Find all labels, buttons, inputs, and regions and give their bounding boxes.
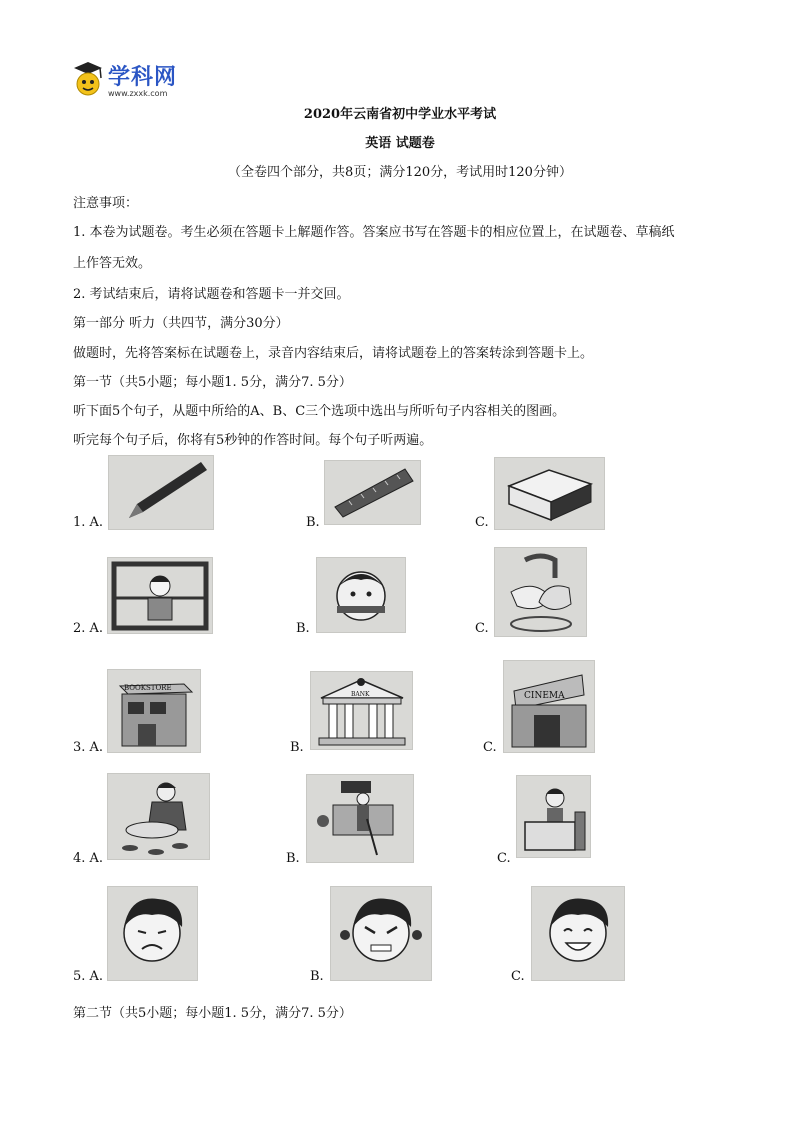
q5-option-b-image[interactable] bbox=[330, 886, 432, 981]
q1-option-c-label: C. bbox=[475, 515, 489, 530]
bookstore-icon bbox=[108, 670, 200, 752]
washing-clothes-icon bbox=[108, 774, 209, 859]
q5-option-c-label: C. bbox=[511, 969, 525, 984]
ruler-icon bbox=[325, 461, 420, 524]
bank-icon bbox=[311, 672, 412, 749]
q5-option-a-label: 5. A. bbox=[73, 969, 104, 984]
q2-option-b-label: B. bbox=[296, 621, 310, 636]
q3-option-a-label: 3. A. bbox=[73, 740, 104, 755]
q1-option-c-image[interactable] bbox=[494, 457, 605, 530]
eraser-icon bbox=[495, 458, 604, 529]
q5-option-b-label: B. bbox=[310, 969, 324, 984]
cinema-icon bbox=[504, 661, 594, 752]
q5-option-a-image[interactable] bbox=[107, 886, 198, 981]
logo-url: www.zxxk.com bbox=[108, 89, 168, 98]
q2-option-a-image[interactable] bbox=[107, 557, 213, 634]
bookstore-sign: BOOKSTORE bbox=[124, 684, 172, 692]
q3-option-c-label: C. bbox=[483, 740, 497, 755]
part1-heading: 第一部分 听力（共四节，满分30分） bbox=[73, 316, 289, 331]
q1-option-b-label: B. bbox=[306, 515, 320, 530]
q4-option-b-label: B. bbox=[286, 851, 300, 866]
q4-option-b-image[interactable] bbox=[306, 774, 414, 863]
notes-heading: 注意事项： bbox=[73, 196, 139, 211]
q2-option-a-label: 2. A. bbox=[73, 621, 104, 636]
q4-option-a-label: 4. A. bbox=[73, 851, 104, 866]
pen-icon bbox=[109, 456, 213, 529]
q1-option-b-image[interactable] bbox=[324, 460, 421, 525]
doing-homework-icon bbox=[517, 776, 590, 857]
q3-option-a-image[interactable] bbox=[107, 669, 201, 753]
brushing-teeth-icon bbox=[317, 558, 405, 632]
q3-option-b-label: B. bbox=[290, 740, 304, 755]
q1-option-a-label: 1. A. bbox=[73, 515, 104, 530]
notes-item-1-cont: 上作答无效。 bbox=[73, 256, 152, 271]
window-boy-icon bbox=[108, 558, 212, 633]
washing-hands-icon bbox=[495, 548, 586, 636]
q3-option-b-image[interactable] bbox=[310, 671, 413, 750]
q1-option-a-image[interactable] bbox=[108, 455, 214, 530]
notes-item-1: 1. 本卷为试题卷。考生必须在答题卡上解题作答。答案应书写在答题卡的相应位置上，在试题卷、草稿纸 bbox=[73, 225, 675, 240]
exam-subtitle: 英语 试题卷 bbox=[365, 136, 435, 151]
section1-instruction-2: 听完每个句子后，你将有5秒钟的作答时间。每个句子听两遍。 bbox=[73, 433, 433, 448]
happy-face-icon bbox=[532, 887, 624, 980]
section1-heading: 第一节（共5小题；每小题1. 5分，满分7. 5分） bbox=[73, 375, 352, 390]
sweeping-floor-icon bbox=[307, 775, 413, 862]
bank-sign: BANK bbox=[351, 691, 370, 698]
q2-option-c-label: C. bbox=[475, 621, 489, 636]
section1-instruction-1: 听下面5个句子，从题中所给的A、B、C三个选项中选出与所听句子内容相关的图画。 bbox=[73, 404, 566, 419]
site-logo bbox=[70, 58, 210, 104]
q4-option-c-label: C. bbox=[497, 851, 511, 866]
q5-option-c-image[interactable] bbox=[531, 886, 625, 981]
q2-option-b-image[interactable] bbox=[316, 557, 406, 633]
q4-option-c-image[interactable] bbox=[516, 775, 591, 858]
q4-option-a-image[interactable] bbox=[107, 773, 210, 860]
q2-option-c-image[interactable] bbox=[494, 547, 587, 637]
cinema-sign: CINEMA bbox=[524, 691, 565, 701]
logo-mascot-icon bbox=[70, 58, 106, 102]
section2-heading: 第二节（共5小题；每小题1. 5分，满分7. 5分） bbox=[73, 1006, 352, 1021]
notes-item-2: 2. 考试结束后，请将试题卷和答题卡一并交回。 bbox=[73, 287, 350, 302]
part1-instruction: 做题时，先将答案标在试题卷上，录音内容结束后，请将试题卷上的答案转涂到答题卡上。 bbox=[73, 346, 594, 361]
q3-option-c-image[interactable] bbox=[503, 660, 595, 753]
sad-face-icon bbox=[108, 887, 197, 980]
exam-title: 2020年云南省初中学业水平考试 bbox=[303, 107, 497, 122]
logo-text: 学科网 bbox=[108, 65, 178, 90]
angry-face-icon bbox=[331, 887, 431, 980]
exam-info: （全卷四个部分，共8页；满分120分，考试用时120分钟） bbox=[228, 165, 572, 180]
